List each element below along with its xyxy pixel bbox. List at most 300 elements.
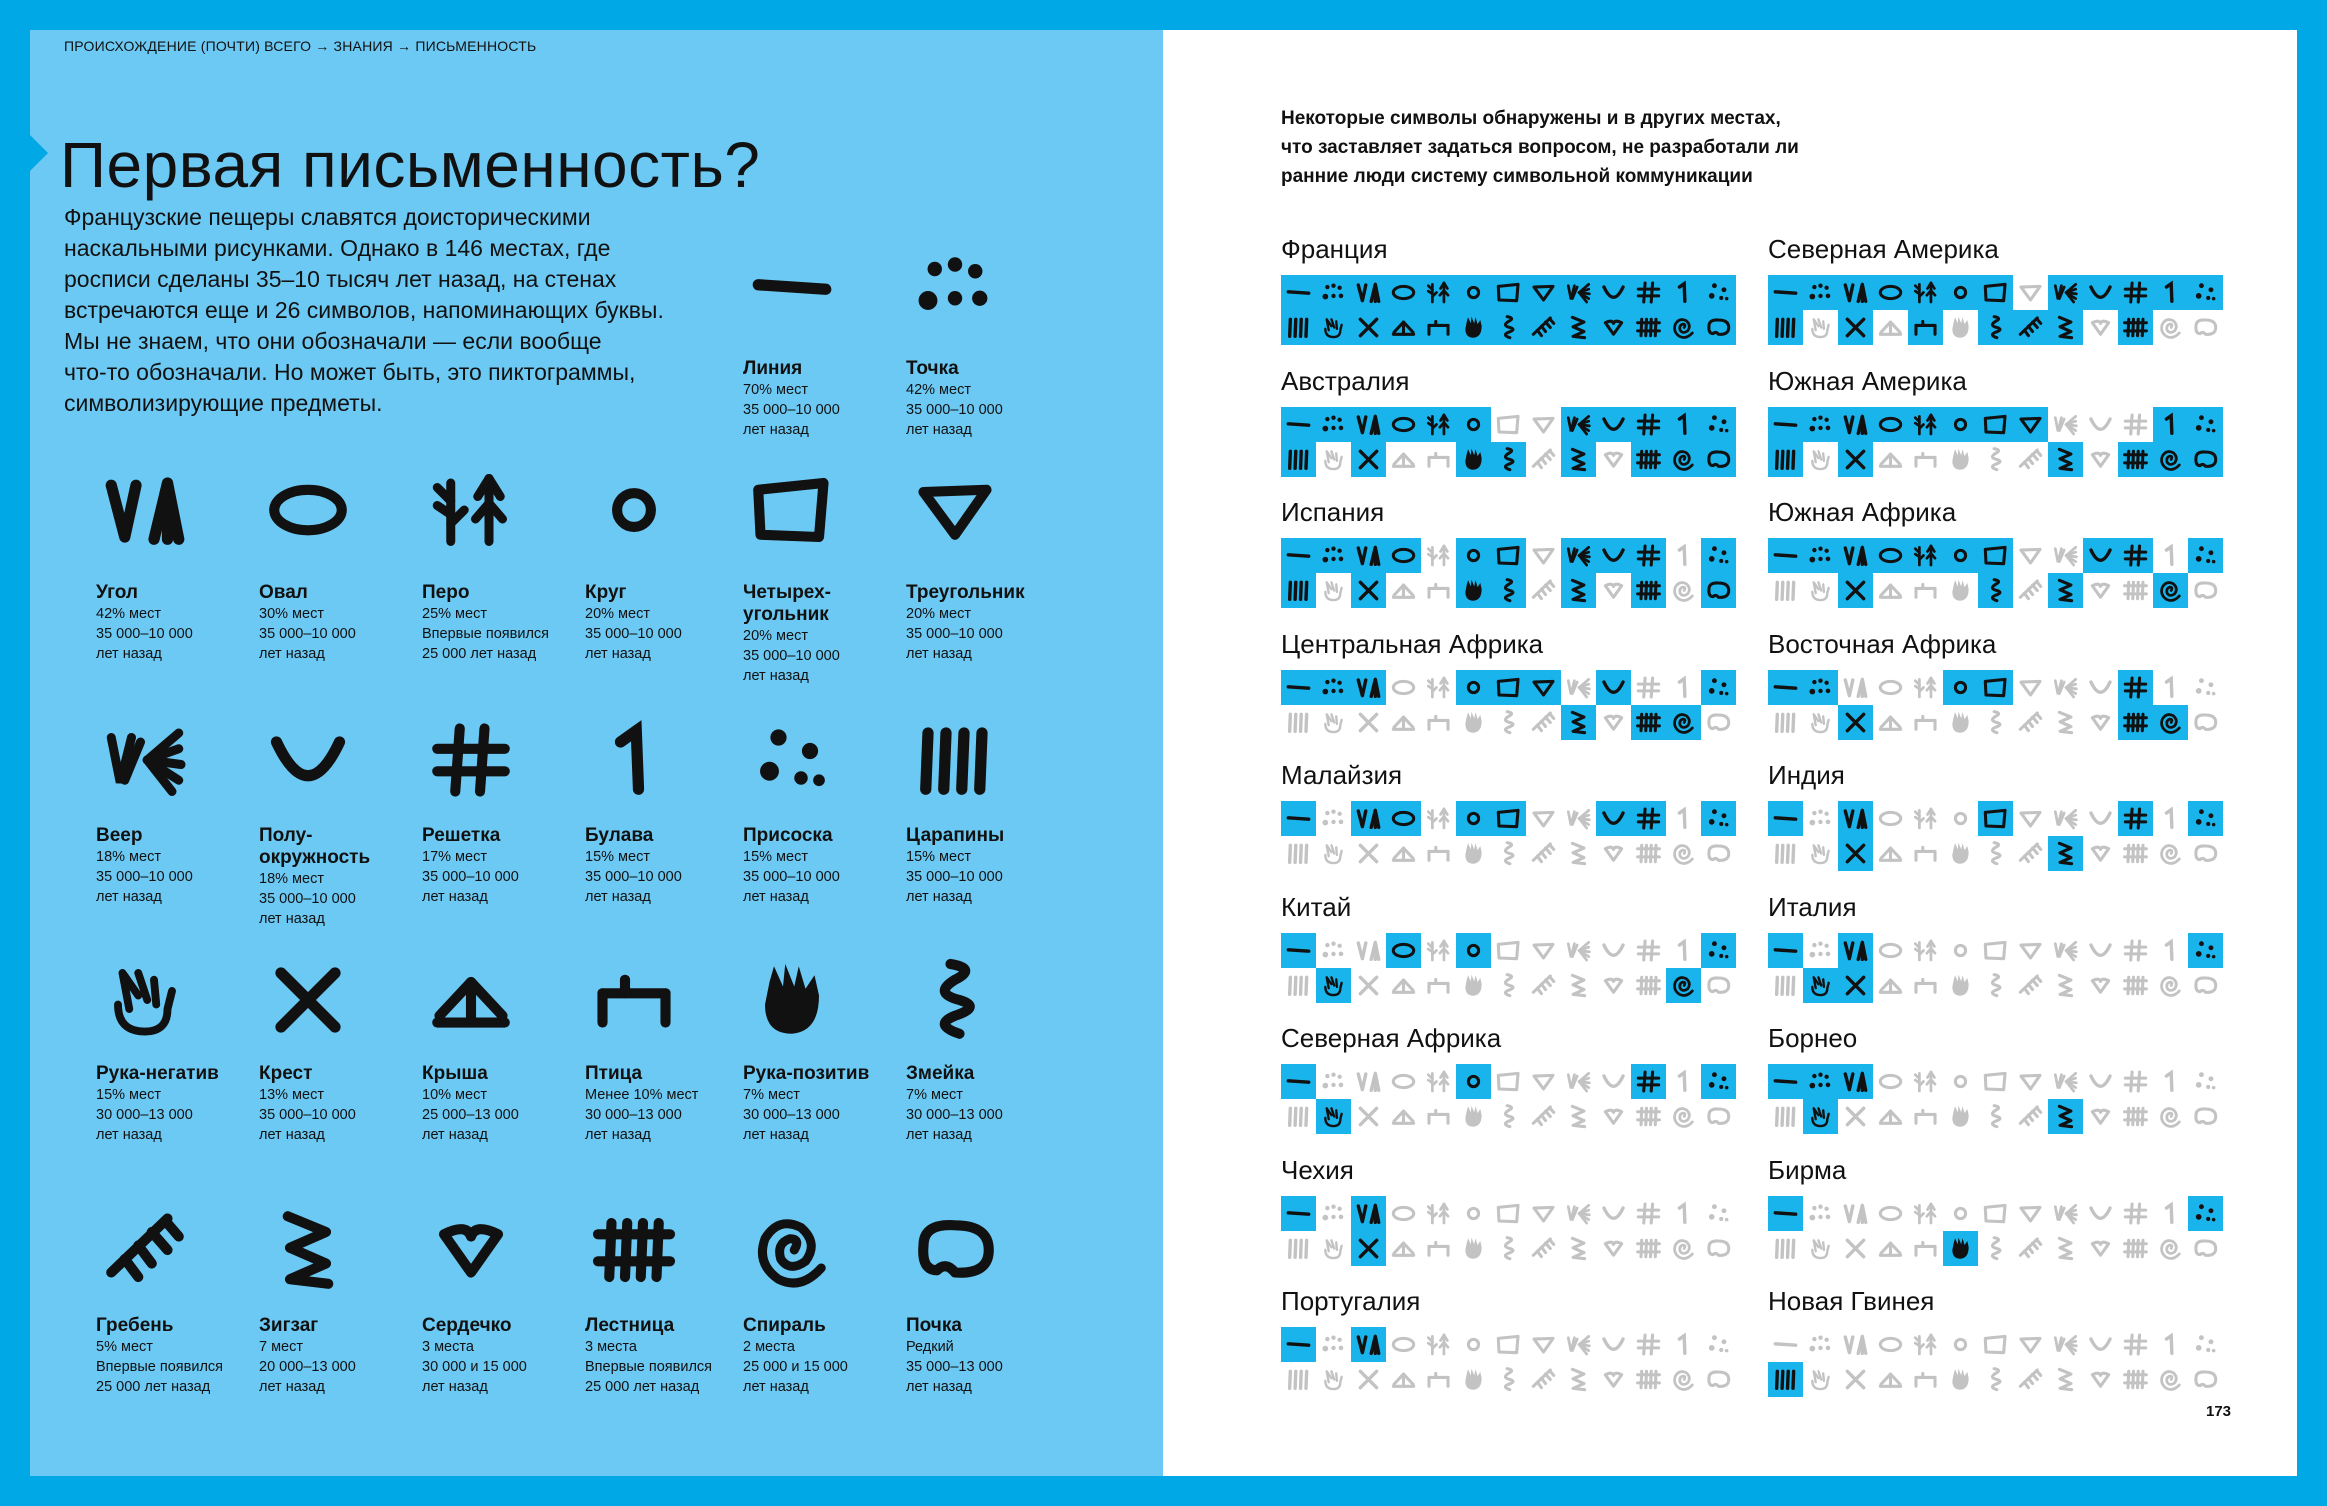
presence-cell: [2092, 716, 2108, 729]
presence-cell: [1880, 454, 1900, 466]
presence-cell: [2083, 538, 2118, 573]
presence-cell: [1429, 584, 1448, 597]
presence-cell: [1533, 1370, 1553, 1388]
snake-icon: [900, 955, 1010, 1045]
presence-cell: [2162, 1109, 2180, 1127]
presence-cell: [1533, 581, 1553, 599]
symbol-entry: [743, 1315, 903, 1397]
presence-cell: [2092, 1110, 2108, 1123]
presence-cell: [1701, 801, 1736, 836]
presence-cell: [1281, 538, 1316, 573]
presence-cell: [2021, 549, 2040, 563]
presence-cell: [1572, 1106, 1584, 1126]
symbol-name: Линия: [743, 358, 803, 379]
presence-cell: [1572, 1238, 1584, 1258]
presence-cell: [1596, 275, 1631, 310]
presence-cell: [1638, 1335, 1658, 1354]
presence-cell: [1915, 1335, 1935, 1354]
presence-cell: [1322, 810, 1343, 826]
symbol-stat: 7 мест 20 000–13 000 лет назад: [259, 1339, 356, 1395]
presence-cell: [1809, 810, 1830, 826]
country-block: [1281, 1022, 1751, 1134]
country-block: [1768, 1154, 2238, 1266]
presence-cell: [1605, 716, 1621, 729]
symbol-stat: 7% мест 30 000–13 000 лет назад: [906, 1087, 1003, 1143]
country-block: [1768, 628, 2238, 740]
symbol-name: Треугольник: [906, 582, 1025, 603]
presence-cell: [1952, 580, 1968, 601]
presence-cell: [2188, 933, 2223, 968]
presence-cell: [1873, 538, 1908, 573]
symbol-entry: [422, 1063, 582, 1145]
presence-cell: [2118, 442, 2153, 477]
presence-cell: [1325, 1371, 1341, 1389]
roof-icon: [416, 955, 526, 1045]
presence-cell: [2125, 1108, 2147, 1124]
presence-cell: [1290, 1371, 1307, 1388]
symbol-entry: [259, 1315, 419, 1397]
presence-cell: [1908, 275, 1943, 310]
presence-cell: [1709, 1372, 1729, 1386]
presence-cell: [1638, 977, 1660, 993]
presence-cell: [1809, 941, 1830, 957]
presence-cell: [1809, 1336, 1830, 1352]
presence-cell: [2048, 836, 2083, 871]
presence-cell: [1281, 670, 1316, 705]
symbol-name: Полу- окружность: [259, 825, 371, 868]
presence-cell: [1325, 1240, 1341, 1258]
breadcrumb: ПРОИСХОЖДЕНИЕ (ПОЧТИ) ВСЕГО → ЗНАНИЯ → ПИСЬМЕННОСТЬ: [64, 38, 537, 54]
symbol-stat: 15% мест 30 000–13 000 лет назад: [96, 1087, 193, 1143]
presence-cell: [1351, 801, 1386, 836]
symbol-stat: 5% мест Впервые появился 25 000 лет назад: [96, 1339, 224, 1395]
presence-cell: [2021, 1338, 2040, 1352]
presence-cell: [1701, 442, 1736, 477]
presence-cell: [2059, 1238, 2071, 1258]
presence-cell: [1526, 275, 1561, 310]
country-block: [1768, 496, 2238, 608]
presence-cell: [1596, 407, 1631, 442]
symbol-entry: [259, 1063, 419, 1145]
presence-cell: [2048, 310, 2083, 345]
presence-cell: [1456, 573, 1491, 608]
presence-cell: [1526, 310, 1561, 345]
presence-cell: [2166, 810, 2171, 828]
presence-cell: [1281, 310, 1316, 345]
presence-cell: [1322, 941, 1343, 957]
symbol-presence-grid: [1281, 1064, 1736, 1134]
presence-cell: [1281, 933, 1316, 968]
symbol-presence-grid: [1768, 1064, 2223, 1134]
presence-cell: [1465, 1106, 1481, 1127]
angle-icon: [90, 465, 200, 555]
presence-cell: [1915, 940, 1935, 959]
presence-cell: [1880, 1338, 1900, 1350]
presence-cell: [1992, 1369, 2000, 1390]
lead-text: Некоторые символы обнаружены и в других местах, что заставляет задаться вопросом, не разработали ли ранние люди систему символьной коммуникации: [1281, 108, 1799, 187]
presence-cell: [1526, 670, 1561, 705]
presence-cell: [1952, 711, 1968, 732]
presence-cell: [1351, 670, 1386, 705]
presence-cell: [1803, 670, 1838, 705]
symbol-presence-grid: [1281, 407, 1736, 477]
presence-cell: [1316, 968, 1351, 1003]
presence-cell: [1281, 1064, 1316, 1099]
presence-cell: [2125, 414, 2145, 433]
presence-cell: [1534, 549, 1553, 563]
presence-cell: [1358, 1073, 1378, 1090]
presence-cell: [1631, 310, 1666, 345]
presence-cell: [1880, 1207, 1900, 1219]
presence-cell: [2125, 1203, 2145, 1222]
symbol-entry: [585, 1315, 745, 1397]
presence-cell: [1666, 275, 1701, 310]
quadrilateral-icon: [737, 465, 847, 555]
symbol-stat: 20% мест 35 000–10 000 лет назад: [906, 606, 1003, 662]
presence-cell: [1777, 582, 1794, 599]
presence-cell: [1351, 573, 1386, 608]
circle-icon: [579, 465, 689, 555]
country-name: Чехия: [1281, 1154, 1354, 1185]
presence-cell: [2020, 1238, 2040, 1256]
presence-cell: [1281, 275, 1316, 310]
symbol-presence-grid: [1281, 1327, 1736, 1397]
country-name: Восточная Африка: [1768, 628, 1997, 659]
presence-cell: [1534, 1075, 1553, 1089]
symbol-entry: [743, 825, 903, 907]
symbol-name: Спираль: [743, 1315, 826, 1336]
presence-cell: [1768, 538, 1803, 573]
presence-cell: [2021, 1075, 2040, 1089]
presence-cell: [1561, 275, 1596, 310]
presence-cell: [2196, 1335, 2216, 1352]
presence-cell: [1992, 974, 2000, 995]
triangle-icon: [900, 465, 1010, 555]
presence-cell: [2196, 320, 2216, 334]
presence-cell: [1803, 275, 1838, 310]
presence-cell: [1393, 717, 1413, 729]
presence-cell: [1572, 975, 1584, 995]
presence-cell: [2020, 712, 2040, 730]
presence-cell: [1429, 979, 1448, 992]
fan-icon: [90, 715, 200, 805]
country-block: [1768, 891, 2238, 1003]
presence-cell: [1916, 1242, 1935, 1255]
presence-cell: [1498, 1336, 1518, 1352]
presence-cell: [1604, 1076, 1623, 1086]
presence-cell: [1351, 442, 1386, 477]
presence-cell: [1768, 407, 1803, 442]
presence-cell: [1456, 442, 1491, 477]
country-block: [1768, 1022, 2238, 1134]
presence-cell: [1873, 407, 1908, 442]
presence-cell: [1709, 977, 1729, 991]
dot-icon: [900, 242, 1010, 332]
presence-cell: [1701, 407, 1736, 442]
presence-cell: [2020, 449, 2040, 467]
presence-cell: [2196, 846, 2216, 860]
presence-cell: [2092, 584, 2108, 597]
presence-cell: [2188, 801, 2223, 836]
presence-cell: [1847, 1240, 1863, 1256]
presence-cell: [1992, 843, 2000, 864]
symbol-stat: 17% мест 35 000–10 000 лет назад: [422, 849, 519, 905]
presence-cell: [1428, 1072, 1448, 1091]
presence-cell: [1605, 1242, 1621, 1255]
presence-cell: [2055, 942, 2076, 960]
presence-cell: [2048, 1099, 2083, 1134]
presence-cell: [1290, 1240, 1307, 1257]
presence-cell: [1572, 843, 1584, 863]
symbol-stat: 2 места 25 000 и 15 000 лет назад: [743, 1339, 848, 1395]
oval-icon: [253, 465, 363, 555]
presence-cell: [1281, 573, 1316, 608]
presence-cell: [2125, 977, 2147, 993]
presence-cell: [2125, 1335, 2145, 1354]
presence-cell: [2091, 419, 2110, 429]
presence-cell: [2055, 1336, 2076, 1354]
presence-cell: [1393, 980, 1413, 992]
presence-cell: [1952, 448, 1968, 469]
presence-cell: [1386, 538, 1421, 573]
presence-cell: [2153, 573, 2188, 608]
presence-cell: [1456, 407, 1491, 442]
presence-cell: [1428, 546, 1448, 565]
intro-paragraph: Французские пещеры славятся доисторическими наскальными рисунками. Однако в 146 местах, где росписи сделаны 35–10 тысяч лет назад, на стенах встречаются еще и 26 символов, напоминающих буквы. Мы не знаем, что они обозначали — если вообще что-то обозначали. Но может быть, это пиктограммы, символизирующие предметы.: [64, 204, 664, 416]
country-block: [1768, 365, 2238, 477]
presence-cell: [1631, 801, 1666, 836]
symbol-entry: [743, 1063, 903, 1145]
presence-cell: [1916, 453, 1935, 466]
presence-cell: [2162, 1372, 2180, 1390]
symbol-stat: 70% мест 35 000–10 000 лет назад: [743, 382, 840, 438]
presence-cell: [1768, 275, 1803, 310]
symbol-entry: [585, 825, 745, 907]
presence-cell: [2048, 275, 2083, 310]
presence-cell: [1679, 1336, 1684, 1354]
presence-cell: [2013, 310, 2048, 345]
country-block: [1281, 365, 1751, 477]
presence-cell: [1393, 848, 1413, 860]
presence-cell: [1978, 801, 2013, 836]
presence-cell: [1468, 1208, 1478, 1218]
presence-cell: [1631, 442, 1666, 477]
presence-cell: [1351, 310, 1386, 345]
presence-cell: [2055, 416, 2076, 434]
presence-cell: [2196, 1240, 2216, 1254]
presence-cell: [1421, 407, 1456, 442]
presence-cell: [2188, 407, 2223, 442]
spiral-icon: [737, 1205, 847, 1295]
presence-cell: [1386, 407, 1421, 442]
presence-cell: [1605, 1110, 1621, 1123]
scratches-icon: [900, 715, 1010, 805]
symbol-name: Булава: [585, 825, 654, 846]
presence-cell: [1596, 310, 1631, 345]
presence-cell: [1386, 275, 1421, 310]
presence-cell: [2118, 310, 2153, 345]
country-name: Центральная Африка: [1281, 628, 1544, 659]
presence-cell: [1992, 1106, 2000, 1127]
presence-cell: [1631, 538, 1666, 573]
presence-cell: [1638, 677, 1658, 696]
presence-cell: [1561, 573, 1596, 608]
presence-cell: [2083, 275, 2118, 310]
symbol-stat: 3 места Впервые появился 25 000 лет назад: [585, 1339, 713, 1395]
symbol-stat: Менее 10% мест 30 000–13 000 лет назад: [585, 1087, 699, 1143]
presence-cell: [1916, 584, 1935, 597]
presence-cell: [1491, 670, 1526, 705]
presence-cell: [1803, 407, 1838, 442]
presence-cell: [1985, 1336, 2005, 1352]
symbol-presence-grid: [1281, 1196, 1736, 1266]
presence-cell: [1666, 407, 1701, 442]
presence-cell: [1638, 1108, 1660, 1124]
presence-cell: [2091, 813, 2110, 823]
presence-cell: [1465, 1369, 1481, 1390]
symbol-stat: 7% мест 30 000–13 000 лет назад: [743, 1087, 840, 1143]
symbol-name: Веер: [96, 825, 143, 846]
presence-cell: [2196, 1372, 2216, 1386]
country-name: Австралия: [1281, 365, 1410, 396]
presence-cell: [1325, 451, 1341, 469]
symbol-presence-grid: [1281, 670, 1736, 740]
presence-cell: [2162, 846, 2180, 864]
presence-cell: [1534, 1338, 1553, 1352]
presence-cell: [1393, 454, 1413, 466]
symbol-name: Гребень: [96, 1315, 174, 1336]
presence-cell: [1838, 442, 1873, 477]
presence-cell: [2118, 670, 2153, 705]
presence-cell: [1915, 1072, 1935, 1091]
presence-cell: [1468, 1339, 1478, 1349]
presence-cell: [1701, 1064, 1736, 1099]
symbol-name: Царапины: [906, 825, 1005, 846]
presence-cell: [1873, 275, 1908, 310]
symbol-stat: 30% мест 35 000–10 000 лет назад: [259, 606, 356, 662]
symbol-name: Круг: [585, 582, 627, 603]
zigzag-icon: [253, 1205, 363, 1295]
presence-cell: [1679, 941, 1684, 959]
symbol-presence-grid: [1281, 538, 1736, 608]
symbol-entry: [422, 582, 582, 664]
presence-cell: [1638, 1203, 1658, 1222]
presence-cell: [1351, 407, 1386, 442]
presence-cell: [1456, 670, 1491, 705]
symbol-name: Рука-позитив: [743, 1063, 870, 1084]
presence-cell: [2055, 679, 2076, 697]
page-number: 173: [2206, 1403, 2232, 1420]
presence-cell: [1290, 1108, 1307, 1125]
presence-cell: [1491, 573, 1526, 608]
symbol-stat: 18% мест 35 000–10 000 лет назад: [96, 849, 193, 905]
presence-cell: [1838, 538, 1873, 573]
presence-cell: [2188, 538, 2223, 573]
symbol-entry: [259, 582, 419, 664]
symbol-stat: 20% мест 35 000–10 000 лет назад: [585, 606, 682, 662]
presence-cell: [1360, 714, 1376, 730]
presence-cell: [1533, 1238, 1553, 1256]
presence-cell: [1880, 1111, 1900, 1123]
symbol-name: Почка: [906, 1315, 962, 1336]
presence-cell: [1777, 714, 1794, 731]
presence-cell: [1533, 449, 1553, 467]
presence-cell: [1533, 975, 1553, 993]
presence-cell: [1393, 1207, 1413, 1219]
presence-cell: [1360, 845, 1376, 861]
presence-cell: [1803, 538, 1838, 573]
symbol-entry: [743, 358, 903, 440]
country-block: [1281, 496, 1751, 608]
presence-cell: [1812, 319, 1828, 337]
symbol-presence-grid: [1768, 801, 2223, 871]
line-icon: [737, 242, 847, 332]
presence-cell: [1812, 1240, 1828, 1258]
symbol-entry: [96, 582, 256, 664]
country-block: [1281, 233, 1751, 345]
presence-cell: [1992, 448, 2000, 469]
presence-cell: [2048, 573, 2083, 608]
kidney-icon: [900, 1205, 1010, 1295]
presence-cell: [1456, 933, 1491, 968]
country-block: [1281, 759, 1751, 871]
presence-cell: [1955, 945, 1965, 955]
presence-cell: [1428, 1335, 1448, 1354]
presence-cell: [1605, 979, 1621, 992]
presence-cell: [1803, 1099, 1838, 1134]
presence-cell: [1456, 801, 1491, 836]
heart-icon: [416, 1205, 526, 1295]
symbol-entry: [585, 582, 745, 664]
presence-cell: [1768, 801, 1803, 836]
presence-cell: [1845, 1336, 1865, 1353]
country-block: [1281, 1154, 1751, 1266]
presence-cell: [2125, 845, 2147, 861]
symbol-entry: [96, 825, 256, 907]
symbol-presence-grid: [1281, 275, 1736, 345]
presence-cell: [1955, 1339, 1965, 1349]
presence-cell: [1360, 1371, 1376, 1387]
presence-cell: [1908, 407, 1943, 442]
country-name: Китай: [1281, 891, 1352, 922]
presence-cell: [1916, 716, 1935, 729]
symbol-entry: [96, 1063, 256, 1145]
presence-cell: [1679, 678, 1684, 696]
symbol-entry: [906, 1315, 1066, 1397]
presence-cell: [1290, 714, 1307, 731]
symbol-name: Зигзаг: [259, 1315, 319, 1336]
presence-cell: [1880, 1243, 1900, 1255]
symbol-stat: 42% мест 35 000–10 000 лет назад: [906, 382, 1003, 438]
presence-cell: [1281, 1196, 1316, 1231]
presence-cell: [1631, 407, 1666, 442]
symbol-presence-grid: [1768, 933, 2223, 1003]
presence-cell: [1880, 681, 1900, 693]
symbol-name: Угол: [96, 582, 138, 603]
presence-cell: [1943, 275, 1978, 310]
symbol-entry: [743, 582, 903, 686]
presence-cell: [1429, 847, 1448, 860]
presence-cell: [1985, 1205, 2005, 1221]
presence-cell: [1838, 705, 1873, 740]
presence-cell: [1505, 1237, 1513, 1258]
presence-cell: [1638, 1240, 1660, 1256]
presence-cell: [1666, 705, 1701, 740]
symbol-name: Змейка: [906, 1063, 975, 1084]
presence-cell: [1456, 1064, 1491, 1099]
presence-cell: [1943, 1231, 1978, 1266]
presence-cell: [1429, 716, 1448, 729]
